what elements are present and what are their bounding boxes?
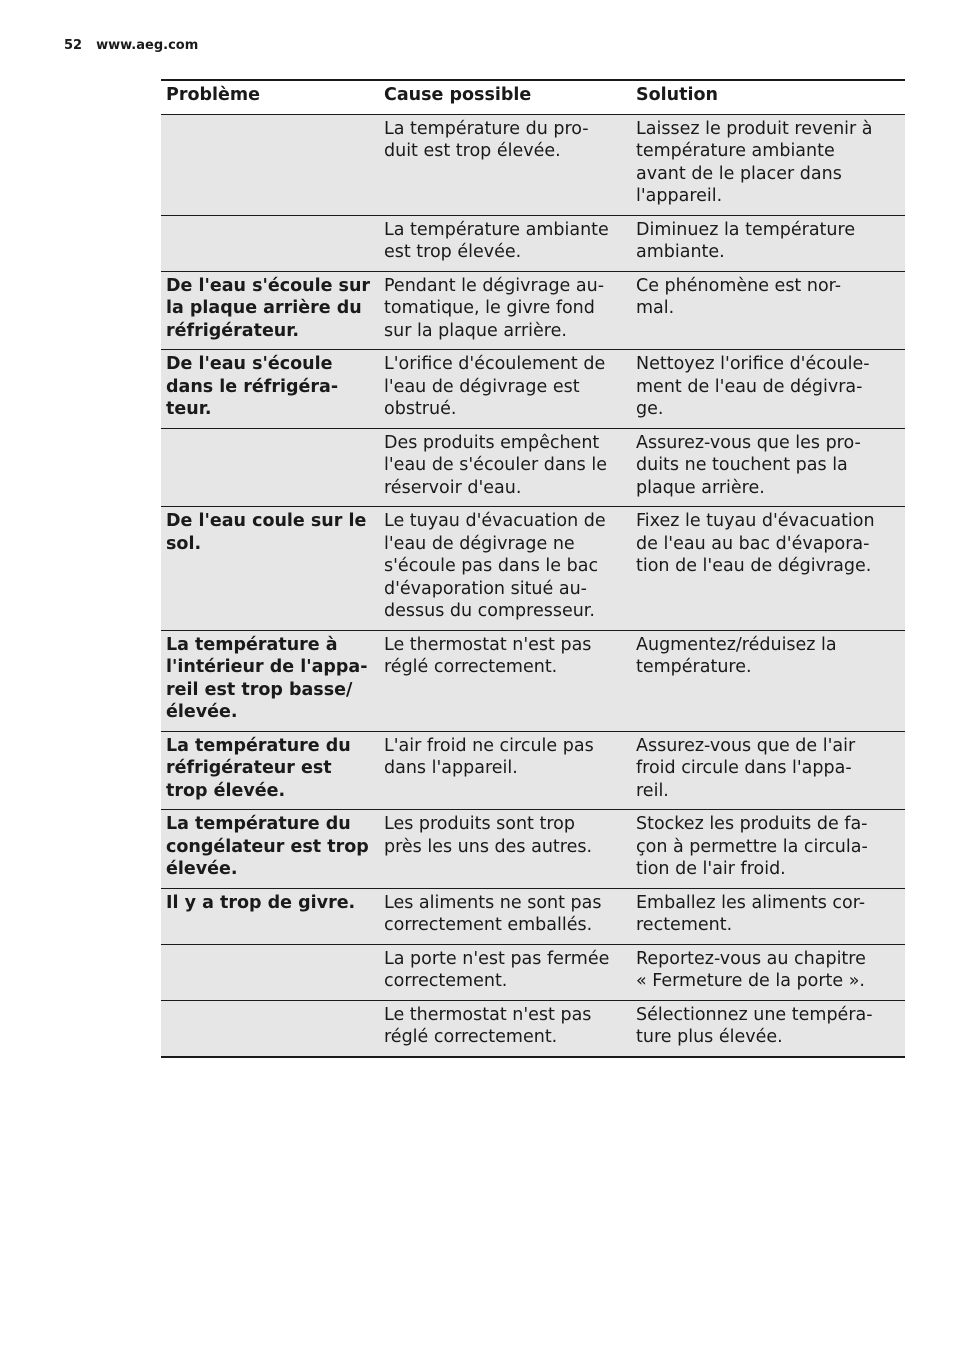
cause-cell: Les aliments ne sont pas correctement emballés.: [384, 892, 602, 935]
cause-cell: La température du pro- duit est trop élevée.: [384, 118, 589, 161]
cause-cell: Le thermostat n'est pas réglé correctement.: [384, 634, 592, 677]
table-row: [161, 350, 905, 429]
solution-cell: Reportez-vous au chapitre « Fermeture de la porte ».: [636, 948, 866, 991]
solution-cell: Sélectionnez une tempéra- ture plus élevée.: [636, 1004, 873, 1047]
cause-cell: Les produits sont trop près les uns des autres.: [384, 814, 593, 857]
cause-cell: La température ambiante est trop élevée.: [384, 219, 609, 262]
solution-cell: Diminuez la température ambiante.: [636, 219, 856, 262]
solution-cell: Nettoyez l'orifice d'écoule- ment de l'eau de dégivra- ge.: [636, 354, 870, 419]
troubleshooting-table: [161, 79, 905, 1058]
table-row: [161, 888, 905, 944]
table-row: [161, 1000, 905, 1057]
problem-cell: [161, 215, 379, 271]
table-row: [161, 944, 905, 1000]
table-row: [161, 215, 905, 271]
table-row: [161, 731, 905, 810]
column-header-solution: Solution: [636, 85, 718, 105]
problem-cell: La température du réfrigérateur est trop élevée.: [166, 735, 351, 801]
problem-cell: La température du congélateur est trop élevée.: [166, 814, 369, 879]
cause-cell: L'orifice d'écoulement de l'eau de dégivrage est obstrué.: [384, 354, 606, 419]
problem-cell: [161, 428, 379, 507]
table-row: [161, 428, 905, 507]
cause-cell: Le thermostat n'est pas réglé correctement.: [384, 1004, 592, 1047]
site-url: www.aeg.com: [96, 38, 199, 53]
page-number: 52: [64, 38, 83, 53]
solution-cell: Emballez les aliments cor- rectement.: [636, 892, 866, 935]
table-row: [161, 810, 905, 889]
cause-cell: Pendant le dégivrage au- tomatique, le givre fond sur la plaque arrière.: [384, 275, 605, 341]
table-row: [161, 630, 905, 731]
problem-cell: La température à l'intérieur de l'appa- reil est trop basse/ élevée.: [166, 634, 368, 722]
solution-cell: Laissez le produit revenir à température ambiante avant de le placer dans l'appareil.: [636, 118, 873, 206]
solution-cell: Ce phénomène est nor- mal.: [636, 275, 842, 318]
table-row: [161, 114, 905, 215]
column-header-cause: Cause possible: [384, 85, 532, 105]
problem-cell: De l'eau s'écoule dans le réfrigéra- teur.: [166, 354, 339, 419]
problem-cell: [161, 944, 379, 1000]
table-row: [161, 507, 905, 631]
table-body: [161, 114, 905, 1057]
problem-cell: Il y a trop de givre.: [166, 892, 356, 913]
page-header: [64, 38, 198, 53]
problem-cell: [161, 1000, 379, 1057]
column-header-problem: Problème: [166, 85, 260, 105]
cause-cell: La porte n'est pas fermée correctement.: [384, 948, 610, 991]
problem-cell: De l'eau s'écoule sur la plaque arrière du réfrigérateur.: [166, 275, 371, 341]
solution-cell: Augmentez/réduisez la température.: [636, 634, 837, 677]
solution-cell: Assurez-vous que les pro- duits ne touchent pas la plaque arrière.: [636, 432, 861, 498]
solution-cell: Assurez-vous que de l'air froid circule dans l'appa- reil.: [636, 735, 856, 801]
solution-cell: Stockez les produits de fa- çon à permettre la circula- tion de l'air froid.: [636, 814, 868, 879]
cause-cell: Des produits empêchent l'eau de s'écouler dans le réservoir d'eau.: [384, 432, 607, 498]
problem-cell: De l'eau coule sur le sol.: [166, 511, 367, 554]
problem-cell: [161, 114, 379, 215]
cause-cell: Le tuyau d'évacuation de l'eau de dégivrage ne s'écoule pas dans le bac d'évaporation situé au- dessus du compresseur.: [384, 511, 606, 621]
solution-cell: Fixez le tuyau d'évacuation de l'eau au bac d'évapora- tion de l'eau de dégivrage.: [636, 511, 875, 576]
cause-cell: L'air froid ne circule pas dans l'appareil.: [384, 735, 594, 778]
table-header-row: [161, 80, 905, 114]
table-row: [161, 271, 905, 350]
